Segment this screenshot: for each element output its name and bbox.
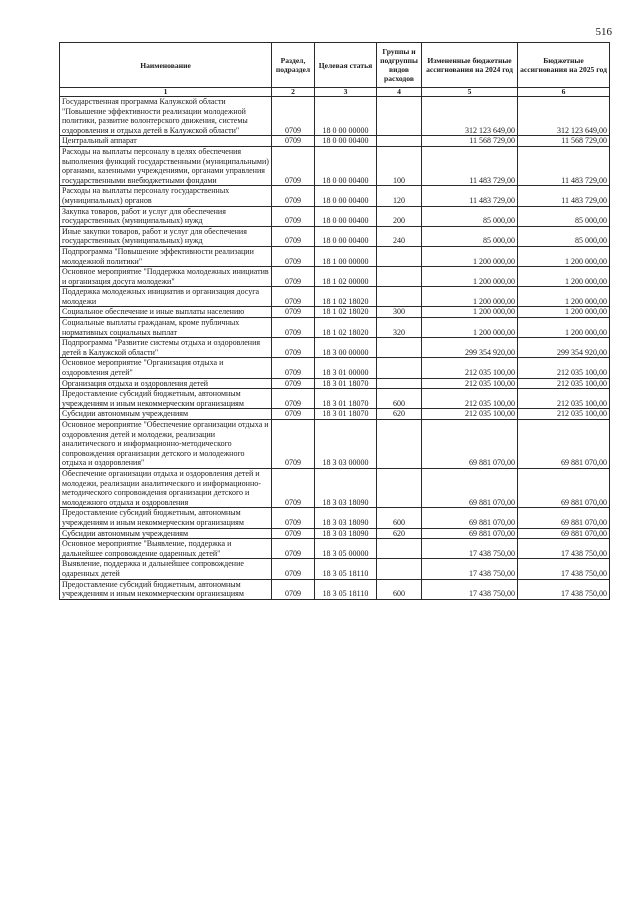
row-article-cell: 18 3 05 18110 xyxy=(315,579,377,599)
row-2025-cell: 1 200 000,00 xyxy=(518,287,610,307)
row-2025-cell: 17 438 750,00 xyxy=(518,579,610,599)
row-2025-cell: 17 438 750,00 xyxy=(518,559,610,579)
row-group-cell xyxy=(377,287,422,307)
row-section-cell: 0709 xyxy=(272,307,315,318)
table-row xyxy=(60,206,610,226)
row-section-cell: 0709 xyxy=(272,559,315,579)
row-2024-cell: 212 035 100,00 xyxy=(422,378,518,389)
row-name-cell: Поддержка молодежных инициатив и организация досуга молодежи xyxy=(60,287,272,307)
header-article: Целевая статья xyxy=(315,43,377,88)
header-section: Раздел, подраздел xyxy=(272,43,315,88)
row-article-cell: 18 0 00 00400 xyxy=(315,206,377,226)
row-group-cell xyxy=(377,559,422,579)
row-section-cell: 0709 xyxy=(272,287,315,307)
table-row xyxy=(60,318,610,338)
row-section-cell: 0709 xyxy=(272,146,315,185)
row-2024-cell: 69 881 070,00 xyxy=(422,508,518,528)
row-group-cell: 600 xyxy=(377,508,422,528)
row-section-cell: 0709 xyxy=(272,409,315,420)
row-group-cell: 600 xyxy=(377,389,422,409)
row-group-cell: 620 xyxy=(377,528,422,539)
row-2025-cell: 17 438 750,00 xyxy=(518,539,610,559)
row-name-cell: Обеспечение организации отдыха и оздоровления детей и молодежи, реализации аналитического и информационно-методического сопровождения организации детского и молодежного отдыха и оздоровления xyxy=(60,468,272,507)
table-row xyxy=(60,246,610,266)
row-name-cell: Предоставление субсидий бюджетным, автономным учреждениям и иным некоммерческим организациям xyxy=(60,579,272,599)
row-2024-cell: 1 200 000,00 xyxy=(422,246,518,266)
row-2025-cell: 299 354 920,00 xyxy=(518,338,610,358)
row-group-cell: 600 xyxy=(377,579,422,599)
table-row xyxy=(60,136,610,147)
row-2024-cell: 1 200 000,00 xyxy=(422,267,518,287)
row-2024-cell: 212 035 100,00 xyxy=(422,358,518,378)
row-article-cell: 18 0 00 00000 xyxy=(315,97,377,136)
row-group-cell: 120 xyxy=(377,186,422,206)
header-group: Группы и подгруппы видов расходов xyxy=(377,43,422,88)
row-name-cell: Субсидии автономным учреждениям xyxy=(60,528,272,539)
table-row xyxy=(60,420,610,469)
row-section-cell: 0709 xyxy=(272,528,315,539)
budget-table xyxy=(59,42,610,600)
row-section-cell: 0709 xyxy=(272,389,315,409)
row-2024-cell: 69 881 070,00 xyxy=(422,468,518,507)
row-name-cell: Закупка товаров, работ и услуг для обеспечения государственных (муниципальных) нужд xyxy=(60,206,272,226)
row-2024-cell: 212 035 100,00 xyxy=(422,389,518,409)
row-article-cell: 18 3 01 18070 xyxy=(315,409,377,420)
row-name-cell: Государственная программа Калужской области "Повышение эффективности реализации молодежной политики, развитие волонтерского движения, системы оздоровления и отдыха детей в Калужской области" xyxy=(60,97,272,136)
row-name-cell: Предоставление субсидий бюджетным, автономным учреждениям и иным некоммерческим организациям xyxy=(60,389,272,409)
row-2025-cell: 85 000,00 xyxy=(518,226,610,246)
row-group-cell: 200 xyxy=(377,206,422,226)
table-row xyxy=(60,307,610,318)
row-2025-cell: 1 200 000,00 xyxy=(518,318,610,338)
row-section-cell: 0709 xyxy=(272,378,315,389)
row-2025-cell: 69 881 070,00 xyxy=(518,508,610,528)
row-name-cell: Центральный аппарат xyxy=(60,136,272,147)
row-2024-cell: 85 000,00 xyxy=(422,206,518,226)
row-article-cell: 18 3 03 00000 xyxy=(315,420,377,469)
header-2024: Измененные бюджетные ассигнования на 2024 год xyxy=(422,43,518,88)
row-2024-cell: 299 354 920,00 xyxy=(422,338,518,358)
row-2024-cell: 11 483 729,00 xyxy=(422,146,518,185)
header-name: Наименование xyxy=(60,43,272,88)
row-section-cell: 0709 xyxy=(272,508,315,528)
row-name-cell: Расходы на выплаты персоналу государственных (муниципальных) органов xyxy=(60,186,272,206)
row-name-cell: Подпрограмма "Повышение эффективности реализации молодежной политики" xyxy=(60,246,272,266)
row-2025-cell: 11 568 729,00 xyxy=(518,136,610,147)
row-name-cell: Основное мероприятие "Обеспечение организации отдыха и оздоровления детей и молодежи, реализации аналитического и информационно-методического сопровождения организации детского и молодежного отдыха и оздоровления" xyxy=(60,420,272,469)
row-group-cell xyxy=(377,468,422,507)
row-2025-cell: 69 881 070,00 xyxy=(518,468,610,507)
row-2024-cell: 17 438 750,00 xyxy=(422,539,518,559)
row-group-cell: 300 xyxy=(377,307,422,318)
row-article-cell: 18 3 01 18070 xyxy=(315,378,377,389)
row-group-cell xyxy=(377,358,422,378)
table-row xyxy=(60,97,610,136)
header-number: 3 xyxy=(315,88,377,97)
row-name-cell: Субсидии автономным учреждениям xyxy=(60,409,272,420)
row-name-cell: Организация отдыха и оздоровления детей xyxy=(60,378,272,389)
table-body xyxy=(60,97,610,600)
row-name-cell: Расходы на выплаты персоналу в целях обеспечения выполнения функций государственными (муниципальными) органами, казенными учреждениями, органами управления государственными внебюджетными фондами xyxy=(60,146,272,185)
row-section-cell: 0709 xyxy=(272,579,315,599)
row-2025-cell: 1 200 000,00 xyxy=(518,307,610,318)
row-section-cell: 0709 xyxy=(272,420,315,469)
header-number: 6 xyxy=(518,88,610,97)
row-article-cell: 18 0 00 00400 xyxy=(315,146,377,185)
row-name-cell: Иные закупки товаров, работ и услуг для обеспечения государственных (муниципальных) нужд xyxy=(60,226,272,246)
row-2024-cell: 11 483 729,00 xyxy=(422,186,518,206)
table-row xyxy=(60,358,610,378)
row-name-cell: Социальное обеспечение и иные выплаты населению xyxy=(60,307,272,318)
row-2025-cell: 1 200 000,00 xyxy=(518,267,610,287)
row-2025-cell: 1 200 000,00 xyxy=(518,246,610,266)
row-group-cell xyxy=(377,378,422,389)
row-article-cell: 18 1 02 18020 xyxy=(315,287,377,307)
row-group-cell xyxy=(377,539,422,559)
row-2025-cell: 11 483 729,00 xyxy=(518,146,610,185)
row-section-cell: 0709 xyxy=(272,246,315,266)
row-article-cell: 18 3 03 18090 xyxy=(315,508,377,528)
row-name-cell: Предоставление субсидий бюджетным, автономным учреждениям и иным некоммерческим организациям xyxy=(60,508,272,528)
row-group-cell xyxy=(377,246,422,266)
row-section-cell: 0709 xyxy=(272,539,315,559)
row-article-cell: 18 1 02 18020 xyxy=(315,318,377,338)
row-article-cell: 18 3 00 00000 xyxy=(315,338,377,358)
table-row xyxy=(60,559,610,579)
row-2024-cell: 1 200 000,00 xyxy=(422,287,518,307)
row-article-cell: 18 1 02 18020 xyxy=(315,307,377,318)
row-2024-cell: 312 123 649,00 xyxy=(422,97,518,136)
table-header xyxy=(60,43,610,97)
row-article-cell: 18 3 05 00000 xyxy=(315,539,377,559)
row-group-cell xyxy=(377,420,422,469)
row-article-cell: 18 3 01 18070 xyxy=(315,389,377,409)
page-number: 516 xyxy=(595,26,612,38)
row-name-cell: Основное мероприятие "Поддержка молодежных инициатив и организация досуга молодежи" xyxy=(60,267,272,287)
row-article-cell: 18 0 00 00400 xyxy=(315,226,377,246)
row-2025-cell: 212 035 100,00 xyxy=(518,378,610,389)
row-section-cell: 0709 xyxy=(272,97,315,136)
row-section-cell: 0709 xyxy=(272,338,315,358)
row-group-cell: 240 xyxy=(377,226,422,246)
header-number: 5 xyxy=(422,88,518,97)
row-article-cell: 18 3 03 18090 xyxy=(315,528,377,539)
row-group-cell: 620 xyxy=(377,409,422,420)
row-section-cell: 0709 xyxy=(272,468,315,507)
row-2024-cell: 69 881 070,00 xyxy=(422,420,518,469)
row-2024-cell: 1 200 000,00 xyxy=(422,307,518,318)
row-name-cell: Социальные выплаты гражданам, кроме публичных нормативных социальных выплат xyxy=(60,318,272,338)
row-article-cell: 18 1 02 00000 xyxy=(315,267,377,287)
row-article-cell: 18 0 00 00400 xyxy=(315,136,377,147)
row-2025-cell: 212 035 100,00 xyxy=(518,409,610,420)
table-row xyxy=(60,338,610,358)
row-article-cell: 18 3 01 00000 xyxy=(315,358,377,378)
row-section-cell: 0709 xyxy=(272,186,315,206)
row-name-cell: Основное мероприятие "Выявление, поддержка и дальнейшее сопровождение одаренных детей" xyxy=(60,539,272,559)
row-group-cell: 320 xyxy=(377,318,422,338)
row-2024-cell: 212 035 100,00 xyxy=(422,409,518,420)
row-name-cell: Основное мероприятие "Организация отдыха и оздоровления детей" xyxy=(60,358,272,378)
header-number: 4 xyxy=(377,88,422,97)
row-2025-cell: 212 035 100,00 xyxy=(518,358,610,378)
row-article-cell: 18 3 03 18090 xyxy=(315,468,377,507)
row-group-cell xyxy=(377,136,422,147)
table-row xyxy=(60,186,610,206)
row-2025-cell: 212 035 100,00 xyxy=(518,389,610,409)
row-group-cell xyxy=(377,267,422,287)
row-2024-cell: 17 438 750,00 xyxy=(422,559,518,579)
row-group-cell xyxy=(377,338,422,358)
row-article-cell: 18 1 00 00000 xyxy=(315,246,377,266)
row-group-cell: 100 xyxy=(377,146,422,185)
row-section-cell: 0709 xyxy=(272,358,315,378)
table-row xyxy=(60,468,610,507)
row-section-cell: 0709 xyxy=(272,267,315,287)
table-row xyxy=(60,539,610,559)
row-name-cell: Выявление, поддержка и дальнейшее сопровождение одаренных детей xyxy=(60,559,272,579)
row-article-cell: 18 3 05 18110 xyxy=(315,559,377,579)
row-section-cell: 0709 xyxy=(272,206,315,226)
row-2025-cell: 312 123 649,00 xyxy=(518,97,610,136)
row-2025-cell: 69 881 070,00 xyxy=(518,528,610,539)
table-row xyxy=(60,226,610,246)
header-2025: Бюджетные ассигнования на 2025 год xyxy=(518,43,610,88)
table-row xyxy=(60,287,610,307)
row-group-cell xyxy=(377,97,422,136)
header-numbers-row xyxy=(60,88,610,97)
row-name-cell: Подпрограмма "Развитие системы отдыха и оздоровления детей в Калужской области" xyxy=(60,338,272,358)
row-2024-cell: 17 438 750,00 xyxy=(422,579,518,599)
row-2024-cell: 85 000,00 xyxy=(422,226,518,246)
table-row xyxy=(60,528,610,539)
row-2024-cell: 11 568 729,00 xyxy=(422,136,518,147)
row-2024-cell: 69 881 070,00 xyxy=(422,528,518,539)
table-row xyxy=(60,389,610,409)
header-number: 2 xyxy=(272,88,315,97)
table-row xyxy=(60,508,610,528)
header-number: 1 xyxy=(60,88,272,97)
row-article-cell: 18 0 00 00400 xyxy=(315,186,377,206)
row-section-cell: 0709 xyxy=(272,226,315,246)
row-2025-cell: 69 881 070,00 xyxy=(518,420,610,469)
table-row xyxy=(60,146,610,185)
row-section-cell: 0709 xyxy=(272,318,315,338)
row-2024-cell: 1 200 000,00 xyxy=(422,318,518,338)
row-section-cell: 0709 xyxy=(272,136,315,147)
table-row xyxy=(60,267,610,287)
table-row xyxy=(60,378,610,389)
table-row xyxy=(60,409,610,420)
table-row xyxy=(60,579,610,599)
row-2025-cell: 85 000,00 xyxy=(518,206,610,226)
row-2025-cell: 11 483 729,00 xyxy=(518,186,610,206)
